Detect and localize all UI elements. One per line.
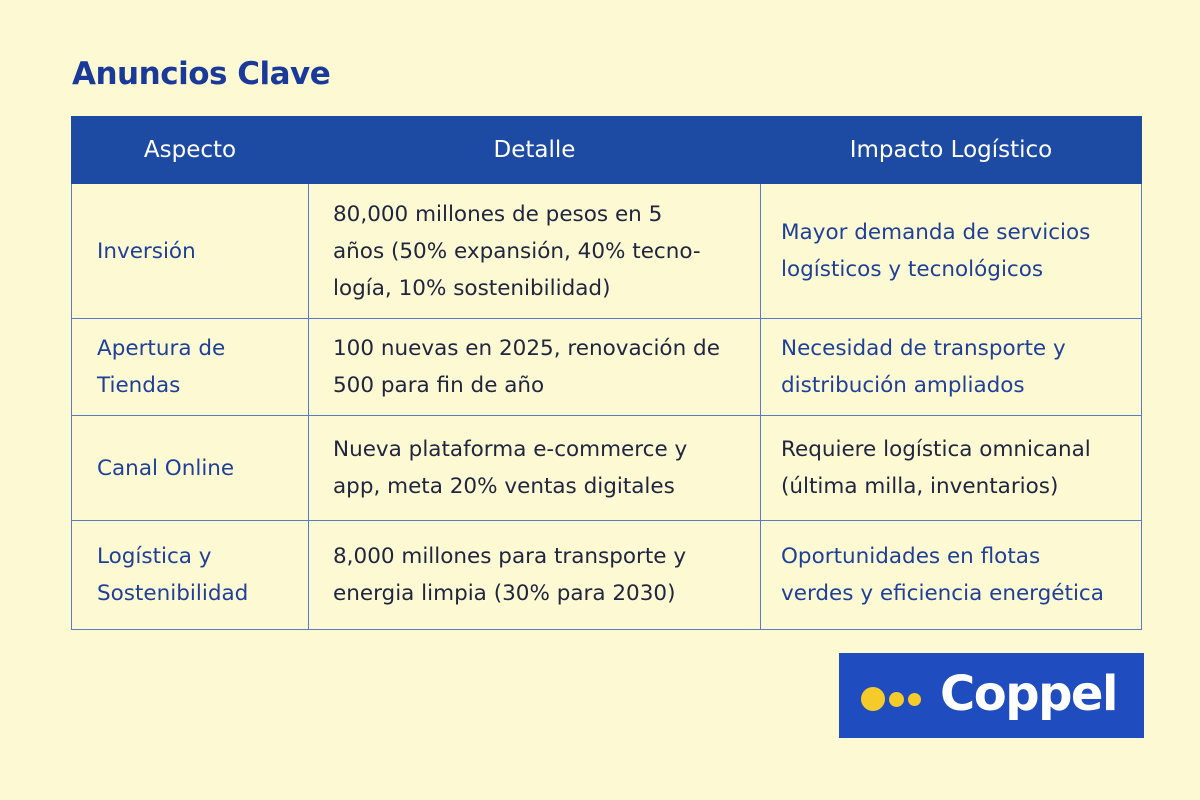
table-row [72, 416, 1142, 521]
page-title: Anuncios Clave [72, 56, 331, 92]
cell-line: Canal Online [97, 455, 235, 481]
logo-dot-small [908, 693, 921, 706]
cell-aspect [72, 521, 309, 630]
cell-line: 8,000 millones para transporte y [333, 544, 687, 569]
cell-line: Inversión [97, 238, 196, 264]
cell-impact [761, 184, 1142, 319]
cell-line: distribución ampliados [781, 373, 1025, 398]
announcements-table [71, 116, 1142, 630]
table-row [72, 319, 1142, 416]
cell-line: verdes y eficiencia energética [781, 581, 1104, 606]
cell-aspect [72, 319, 309, 416]
cell-line: logísticos y tecnológicos [781, 257, 1044, 282]
cell-aspect [72, 416, 309, 521]
logo-dots-icon [861, 687, 931, 711]
cell-line: Mayor demanda de servicios [781, 220, 1091, 245]
cell-impact [761, 319, 1142, 416]
coppel-logo [839, 653, 1144, 738]
logo-text: Coppel [940, 666, 1117, 722]
cell-impact [761, 416, 1142, 521]
cell-line: logía, 10% sostenibilidad) [333, 275, 611, 301]
table-row [72, 521, 1142, 630]
cell-line: (última milla, inventarios) [781, 474, 1059, 499]
cell-line: 80,000 millones de pesos en 5 [333, 201, 663, 227]
cell-line: app, meta 20% ventas digitales [333, 474, 675, 499]
cell-impact [761, 521, 1142, 630]
logo-dot-large [861, 687, 885, 711]
column-header-impact: Impacto Logístico [761, 117, 1142, 184]
cell-line: Sostenibilidad [97, 581, 249, 606]
cell-line: 100 nuevas en 2025, renovación de [333, 336, 720, 361]
cell-detail [309, 416, 761, 521]
cell-line: 500 para fin de año [333, 373, 545, 398]
cell-aspect [72, 184, 309, 319]
table-header-row [72, 117, 1142, 184]
cell-line: energia limpia (30% para 2030) [333, 581, 676, 606]
cell-line: Requiere logística omnicanal [781, 437, 1091, 462]
cell-line: Necesidad de transporte y [781, 336, 1066, 361]
cell-detail [309, 319, 761, 416]
table-row [72, 184, 1142, 319]
cell-line: años (50% expansión, 40% tecno- [333, 238, 701, 264]
cell-line: Nueva plataforma e-commerce y [333, 437, 688, 462]
column-header-detail: Detalle [309, 117, 761, 184]
cell-line: Apertura de [97, 336, 226, 361]
column-header-aspect: Aspecto [72, 117, 309, 184]
cell-detail [309, 521, 761, 630]
cell-line: Oportunidades en flotas [781, 544, 1041, 569]
cell-detail [309, 184, 761, 319]
logo-dot-medium [889, 692, 904, 707]
cell-line: Tiendas [97, 373, 181, 398]
cell-line: Logística y [97, 544, 212, 569]
